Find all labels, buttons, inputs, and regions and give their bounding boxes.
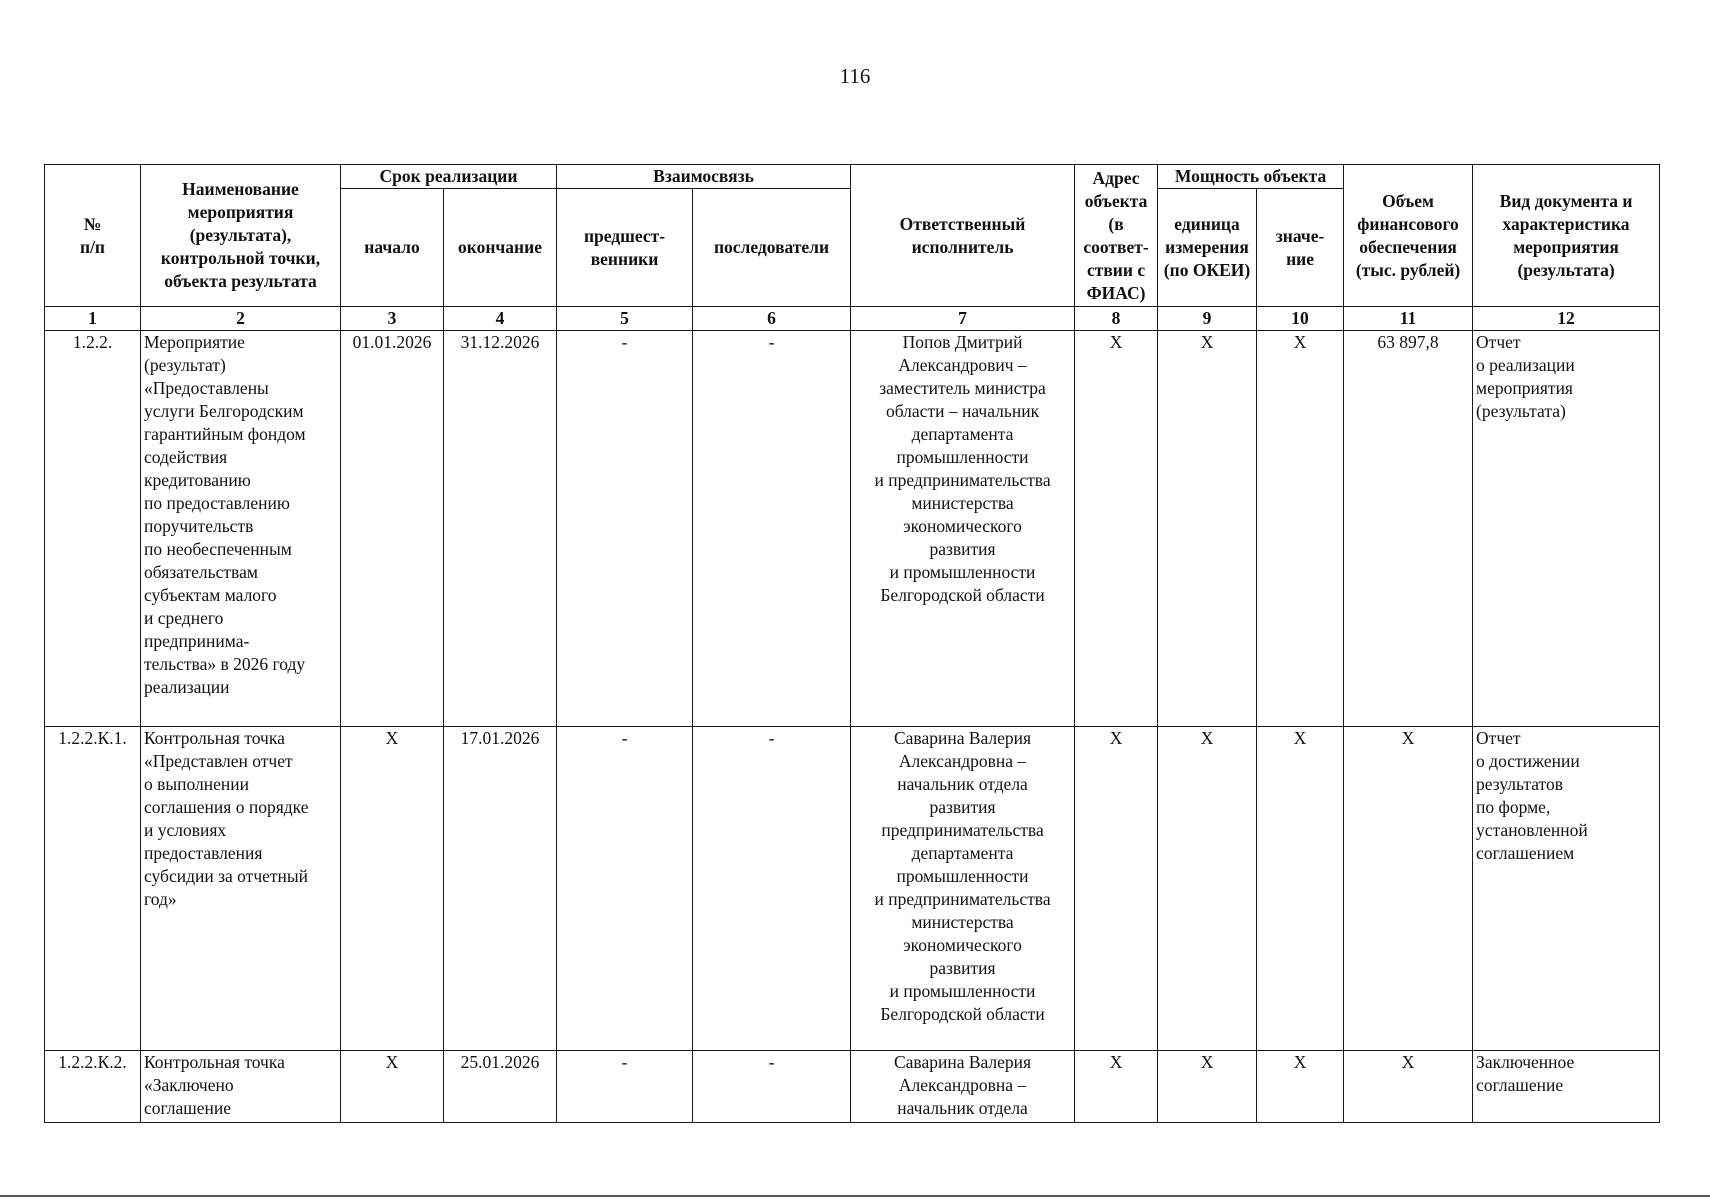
row-unit: X [1158, 1051, 1257, 1123]
header-responsible: Ответственный исполнитель [851, 165, 1075, 307]
header-name: Наименование мероприятия (результата), контрольной точки, объекта результата [141, 165, 341, 307]
header-value: значе- ние [1257, 189, 1344, 307]
table-header [45, 165, 1660, 307]
column-number: 10 [1257, 307, 1344, 331]
row-end: 31.12.2026 [444, 331, 557, 727]
column-number: 5 [557, 307, 693, 331]
row-finance: X [1344, 727, 1473, 1051]
row-start: X [341, 1051, 444, 1123]
row-responsible: Саварина Валерия Александровна – начальник отдела развития предпринимательства департамента промышленности и предпринимательства министерства экономического развития и промышленности Белгородской области [851, 727, 1075, 1051]
row-successors: - [693, 331, 851, 727]
header-successors: последователи [693, 189, 851, 307]
column-number: 2 [141, 307, 341, 331]
row-name: Мероприятие (результат) «Предоставлены услуги Белгородским гарантийным фондом содействия кредитованию по предоставлению поручительств по необеспеченным обязательствам субъектам малого и среднего предпринима- тельства» в 2026 году реализации [141, 331, 341, 727]
row-finance: 63 897,8 [1344, 331, 1473, 727]
header-term-group: Срок реализации [341, 165, 557, 189]
header-predecessors: предшест- венники [557, 189, 693, 307]
row-name: Контрольная точка «Представлен отчет о выполнении соглашения о порядке и условиях предоставления субсидии за отчетный год» [141, 727, 341, 1051]
row-doc-type: Отчет о реализации мероприятия (результата) [1473, 331, 1660, 727]
row-address: X [1075, 727, 1158, 1051]
header-num: № п/п [45, 165, 141, 307]
row-start: 01.01.2026 [341, 331, 444, 727]
header-link-group: Взаимосвязь [557, 165, 851, 189]
row-unit: X [1158, 727, 1257, 1051]
row-address: X [1075, 331, 1158, 727]
column-number: 11 [1344, 307, 1473, 331]
row-end: 17.01.2026 [444, 727, 557, 1051]
row-finance: X [1344, 1051, 1473, 1123]
header-start: начало [341, 189, 444, 307]
row-successors: - [693, 727, 851, 1051]
row-successors: - [693, 1051, 851, 1123]
page-number: 116 [839, 64, 871, 88]
column-number: 9 [1158, 307, 1257, 331]
row-predecessors: - [557, 727, 693, 1051]
header-end: окончание [444, 189, 557, 307]
column-number-row [45, 307, 1660, 331]
row-number: 1.2.2. [45, 331, 141, 727]
row-value: X [1257, 1051, 1344, 1123]
column-number: 7 [851, 307, 1075, 331]
header-address: Адрес объекта (в соответ-ствии с ФИАС) [1075, 165, 1158, 307]
row-number: 1.2.2.К.1. [45, 727, 141, 1051]
row-name: Контрольная точка «Заключено соглашение [141, 1051, 341, 1123]
row-unit: X [1158, 331, 1257, 727]
implementation-plan-table [44, 164, 1660, 1123]
column-number: 6 [693, 307, 851, 331]
row-doc-type: Отчет о достижении результатов по форме, установленной соглашением [1473, 727, 1660, 1051]
row-start: X [341, 727, 444, 1051]
row-end: 25.01.2026 [444, 1051, 557, 1123]
row-responsible: Саварина Валерия Александровна – начальник отдела [851, 1051, 1075, 1123]
header-doc-type: Вид документа и характеристика мероприятия (результата) [1473, 165, 1660, 307]
column-number: 8 [1075, 307, 1158, 331]
column-number: 3 [341, 307, 444, 331]
row-predecessors: - [557, 331, 693, 727]
row-number: 1.2.2.К.2. [45, 1051, 141, 1123]
table-row [45, 1051, 1660, 1123]
header-finance: Объем финансового обеспечения (тыс. рублей) [1344, 165, 1473, 307]
header-unit: единица измерения (по ОКЕИ) [1158, 189, 1257, 307]
header-capacity-group: Мощность объекта [1158, 165, 1344, 189]
column-number: 1 [45, 307, 141, 331]
row-responsible: Попов Дмитрий Александрович – заместитель министра области – начальник департамента промышленности и предпринимательства министерства экономического развития и промышленности Белгородской области [851, 331, 1075, 727]
row-predecessors: - [557, 1051, 693, 1123]
column-number: 4 [444, 307, 557, 331]
row-doc-type: Заключенное соглашение [1473, 1051, 1660, 1123]
table-row [45, 331, 1660, 727]
row-address: X [1075, 1051, 1158, 1123]
row-value: X [1257, 727, 1344, 1051]
row-value: X [1257, 331, 1344, 727]
table-row [45, 727, 1660, 1051]
page-bottom-edge [0, 1195, 1710, 1197]
column-number: 12 [1473, 307, 1660, 331]
